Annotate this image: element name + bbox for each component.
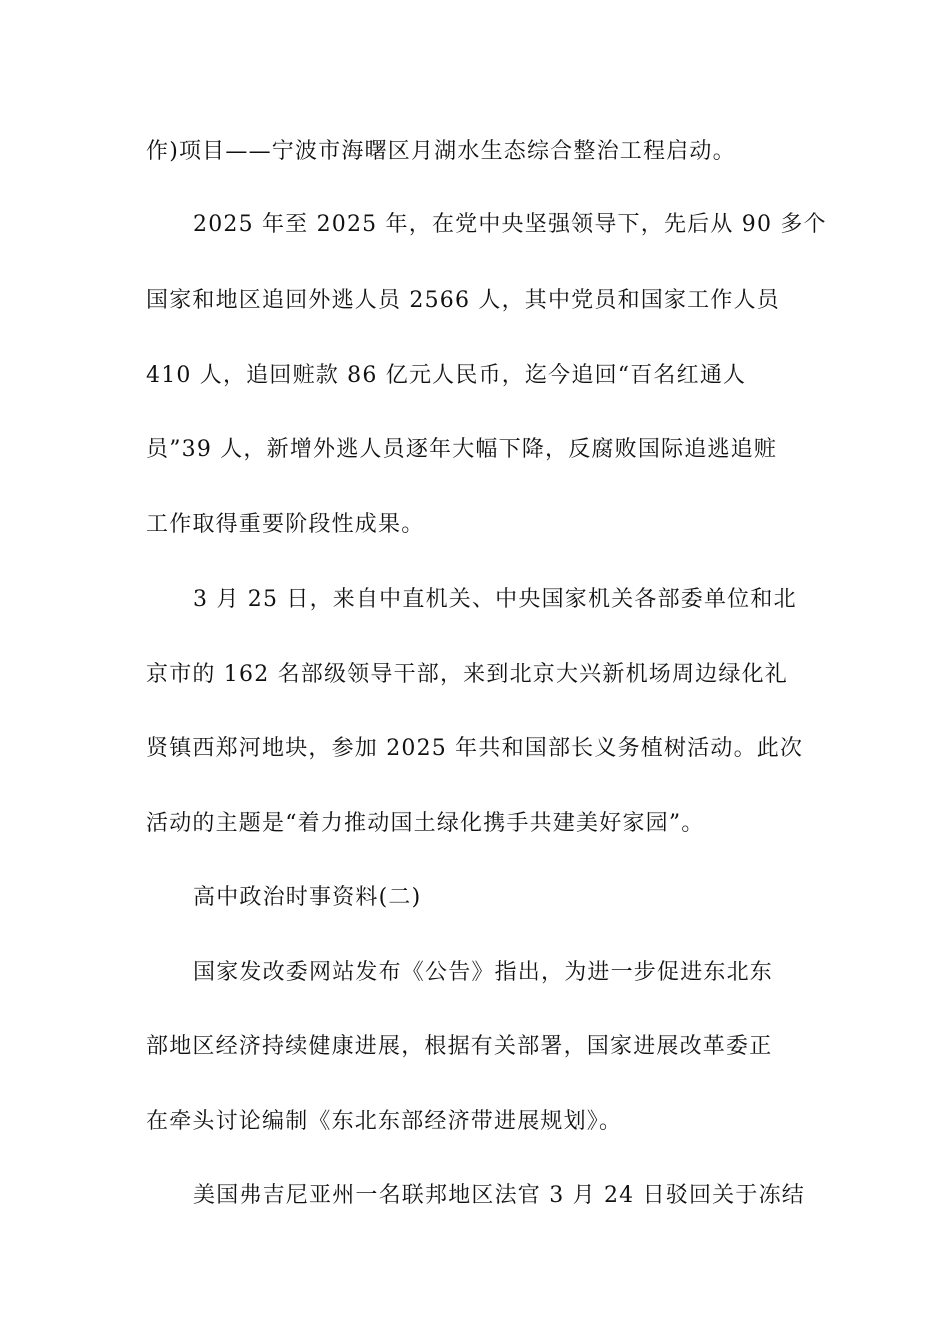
text-line-6: 工作取得重要阶段性成果。 xyxy=(146,512,425,537)
text-line-5: 员”39 人，新增外逃人员逐年大幅下降，反腐败国际追逃追赃 xyxy=(146,437,778,462)
paragraph-start-line: 2025 年至 2025 年，在党中央坚强领导下，先后从 90 多个 xyxy=(193,212,827,237)
section-heading: 高中政治时事资料(二) xyxy=(193,885,422,910)
text-line-4: 410 人，追回赃款 86 亿元人民币，迄今追回“百名红通人 xyxy=(146,363,747,388)
text-line-9: 贤镇西郑河地块，参加 2025 年共和国部长义务植树活动。此次 xyxy=(146,736,804,761)
text-line-8: 京市的 162 名部级领导干部，来到北京大兴新机场周边绿化礼 xyxy=(146,662,788,687)
text-line-13: 部地区经济持续健康进展，根据有关部署，国家进展改革委正 xyxy=(146,1034,773,1059)
text-line-10: 活动的主题是“着力推动国土绿化携手共建美好家园”。 xyxy=(146,811,705,836)
paragraph-start-line: 3 月 25 日，来自中直机关、中央国家机关各部委单位和北 xyxy=(193,587,797,612)
paragraph-start-line: 国家发改委网站发布《公告》指出，为进一步促进东北东 xyxy=(193,960,774,985)
paragraph-start-line: 美国弗吉尼亚州一名联邦地区法官 3 月 24 日驳回关于冻结 xyxy=(193,1183,805,1208)
text-line-14: 在牵头讨论编制《东北东部经济带进展规划》。 xyxy=(146,1109,623,1134)
text-line-3: 国家和地区追回外逃人员 2566 人，其中党员和国家工作人员 xyxy=(146,288,780,313)
text-line-1: 作)项目——宁波市海曙区月湖水生态综合整治工程启动。 xyxy=(146,139,736,164)
